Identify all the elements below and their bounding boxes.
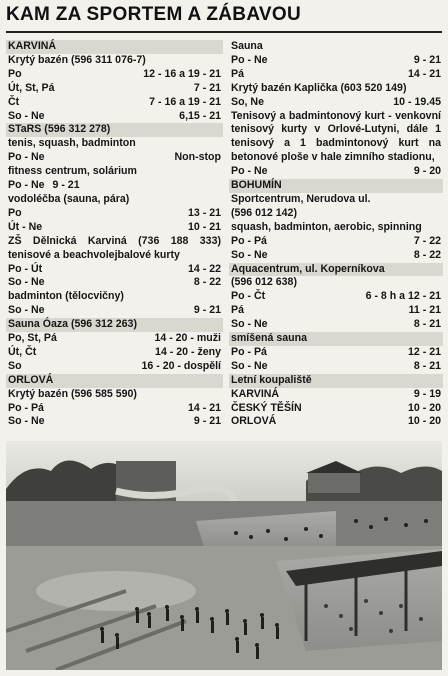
hours-time: 9 - 21: [193, 415, 221, 428]
hours-day: Po - Ne: [8, 179, 45, 192]
hours-row: [8, 221, 221, 235]
hours-row: [8, 332, 221, 346]
hours-day: Po: [8, 67, 22, 80]
hours-day: ČESKÝ TĚŠÍN: [231, 401, 302, 414]
hours-day: Po - Ne: [231, 53, 268, 66]
venue-description: badminton (tělocvičny): [8, 290, 124, 303]
hours-row: [8, 82, 221, 96]
hours-day: Pá: [231, 304, 244, 317]
hours-time: 12 - 21: [408, 345, 441, 358]
hours-row: [231, 360, 441, 374]
hours-day: So - Ne: [8, 304, 45, 317]
venue-title-stars: STaRS (596 312 278): [6, 123, 223, 137]
hours-time: 9 - 21: [52, 179, 80, 192]
venue-description-tenis: Tenisový a badmintonový kurt - venkovní tenisový kurty v Orlové-Lutyni, dále 1 tenisový a 1 badmintonový kurt na betonové ploše v hale zimního stadionu,: [231, 109, 441, 164]
hours-day: Po - Út: [8, 262, 43, 275]
hours-time: 7 - 21: [193, 81, 221, 94]
hours-time: 14 - 20 - ženy: [155, 345, 221, 358]
hours-day: So: [8, 359, 22, 372]
hours-day: So, Ne: [231, 95, 264, 108]
hours-day: Po: [8, 206, 22, 219]
hours-time: 12 - 16 a 19 - 21: [143, 67, 221, 80]
hours-time: 14 - 20 - muži: [154, 332, 221, 345]
hours-day: Út, Čt: [8, 345, 37, 358]
hours-row: [231, 290, 441, 304]
hours-time: 14 - 22: [188, 262, 221, 275]
building: [308, 473, 360, 493]
venue-title-summer-pools: Letní koupaliště: [229, 374, 443, 388]
hours-row: [8, 110, 221, 124]
venue-description: tenis, squash, badminton: [8, 137, 136, 150]
right-column: [231, 40, 441, 429]
hours-row: [231, 415, 441, 429]
hours-row: [231, 96, 441, 110]
hours-day: Po - Pá: [231, 345, 267, 358]
section-heading-orlova: ORLOVÁ: [6, 374, 223, 388]
hours-day: Po, St, Pá: [8, 332, 57, 345]
hours-time: 10 - 20: [408, 401, 441, 414]
hours-row: [231, 346, 441, 360]
page-headline: KAM ZA SPORTEM A ZÁBAVOU: [6, 4, 302, 25]
hours-time: 14 - 21: [408, 67, 441, 80]
hours-row: [8, 179, 221, 193]
hours-day: Po - Ne: [231, 165, 268, 178]
hours-time: 10 - 20: [408, 415, 441, 428]
headline-divider: [6, 31, 442, 33]
venue-description: vodoléčba (sauna, pára): [8, 192, 130, 205]
hours-row: [231, 304, 441, 318]
venue-title-orlova-pool: Krytý bazén (596 585 590): [8, 387, 137, 400]
hours-row: [8, 263, 221, 277]
hours-time: 6 - 8 h a 12 - 21: [365, 290, 441, 303]
hours-row: [8, 346, 221, 360]
hours-day: So - Ne: [231, 248, 268, 261]
section-heading-bohumin: BOHUMÍN: [229, 179, 443, 193]
venue-description: squash, badminton, aerobic, spinning: [231, 220, 422, 233]
venue-title-aquacentrum: Aquacentrum, ul. Koperníkova: [229, 263, 443, 277]
hours-time: 8 - 21: [413, 318, 441, 331]
hours-row: [231, 235, 441, 249]
hours-time: 9 - 19: [413, 387, 441, 400]
venue-phone: (596 012 638): [231, 276, 297, 289]
venue-description-zs: ZŠ Dělnická Karviná (736 188 333) tenisové a beachvolejbalové kurty: [8, 234, 221, 261]
swimming-pool-photo: [6, 441, 442, 670]
hours-day: So - Ne: [8, 276, 45, 289]
hours-time: Non-stop: [174, 151, 221, 164]
hours-row: [231, 165, 441, 179]
hours-row: [231, 388, 441, 402]
venue-title-pool: Krytý bazén (596 311 076-7): [8, 53, 146, 66]
hours-time: 8 - 21: [413, 359, 441, 372]
left-column: [8, 40, 221, 429]
venue-title-kaplicka: Krytý bazén Kaplička (603 520 149): [231, 81, 407, 94]
hours-day: So - Ne: [231, 359, 268, 372]
hours-time: 9 - 21: [193, 304, 221, 317]
venue-phone: (596 012 142): [231, 206, 297, 219]
section-heading-karvina: KARVINÁ: [6, 40, 223, 54]
hours-row: [231, 54, 441, 68]
hours-time: 9 - 21: [413, 53, 441, 66]
hours-row: [8, 151, 221, 165]
hours-time: 7 - 16 a 19 - 21: [149, 95, 221, 108]
hours-row: [8, 68, 221, 82]
hours-time: 8 - 22: [413, 248, 441, 261]
hours-day: KARVINÁ: [231, 387, 280, 400]
hours-day: Út - Ne: [8, 220, 43, 233]
venue-description: fitness centrum, solárium: [8, 165, 137, 178]
hours-day: Pá: [231, 67, 244, 80]
venue-title-oaza: Sauna Óaza (596 312 263): [6, 318, 223, 332]
hours-time: 7 - 22: [413, 234, 441, 247]
hours-time: 10 - 21: [188, 220, 221, 233]
hours-time: 14 - 21: [188, 401, 221, 414]
hours-row: [8, 360, 221, 374]
hours-row: [231, 68, 441, 82]
hours-day: Po - Pá: [231, 234, 267, 247]
hours-day: So - Ne: [8, 415, 45, 428]
venue-title-sauna: Sauna: [231, 40, 263, 52]
hours-row: [8, 402, 221, 416]
hours-day: Čt: [8, 95, 20, 108]
hours-row: [8, 304, 221, 318]
hours-time: 6,15 - 21: [179, 109, 221, 122]
hours-time: 13 - 21: [188, 206, 221, 219]
hours-day: Po - Čt: [231, 290, 266, 303]
venue-title-sportcentrum: Sportcentrum, Nerudova ul.: [231, 192, 371, 205]
hours-day: Po - Pá: [8, 401, 44, 414]
hours-row: [231, 318, 441, 332]
hours-time: 9 - 20: [413, 165, 441, 178]
hours-day: Po - Ne: [8, 151, 45, 164]
hours-time: 8 - 22: [193, 276, 221, 289]
hours-day: So - Ne: [231, 318, 268, 331]
hours-day: So - Ne: [8, 109, 45, 122]
swimming-pool-illustration: [6, 441, 442, 670]
hours-day: ORLOVÁ: [231, 415, 277, 428]
hours-row: [8, 207, 221, 221]
kids-pool: [36, 571, 196, 611]
hours-day: Út, St, Pá: [8, 81, 55, 94]
hours-time: 16 - 20 - dospělí: [141, 359, 221, 372]
hours-time: 11 - 21: [408, 304, 441, 317]
hours-row: [8, 415, 221, 429]
hours-row: [8, 96, 221, 110]
hours-row: [231, 402, 441, 416]
hours-row: [231, 249, 441, 263]
hours-time: 10 - 19.45: [393, 95, 441, 108]
hours-row: [8, 276, 221, 290]
venue-title-mixed-sauna: smíšená sauna: [229, 332, 443, 346]
